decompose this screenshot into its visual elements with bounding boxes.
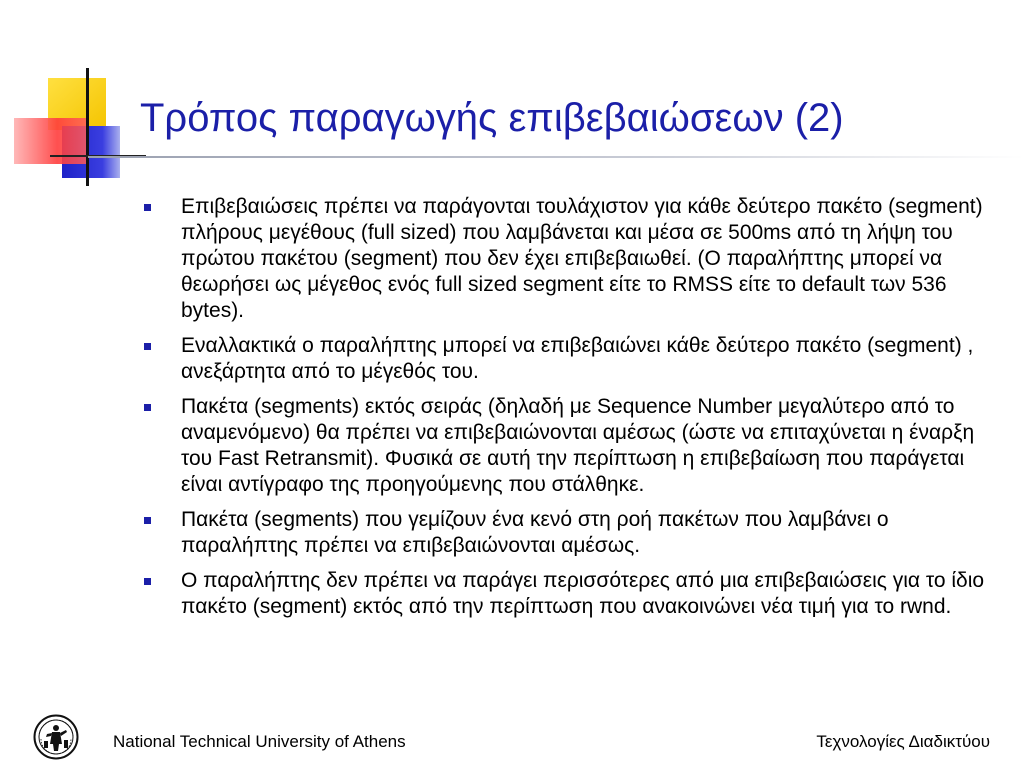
square-bullet-icon [144,404,151,411]
square-bullet-icon [144,517,151,524]
bullet-item [144,333,994,385]
footer-course: Τεχνολογίες Διαδικτύου [816,732,990,751]
bullet-item [144,394,994,498]
bullet-item [144,194,994,324]
bullet-item [144,507,994,559]
square-bullet-icon [144,343,151,350]
bullet-text: Πακέτα (segments) που γεμίζουν ένα κενό στη ροή πακέτων που λαμβάνει ο παραλήπτης πρέπει να επιβεβαιώνονται αμέσως. [181,508,889,557]
bullet-text: Εναλλακτικά ο παραλήπτης μπορεί να επιβεβαιώνει κάθε δεύτερο πακέτο (segment) , ανεξάρτητα από το μέγεθός του. [181,334,974,383]
bullet-text: Επιβεβαιώσεις πρέπει να παράγονται τουλάχιστον για κάθε δεύτερο πακέτο (segment) πλήρους μεγέθους (full sized) που λαμβάνεται και μέσα σε 500ms από τη λήψη του πρώτου πακέτου (segment) που δεν έχει επιβεβαιωθεί. (Ο παραλήπτης μπορεί να θεωρήσει ως μέγεθος ενός full sized segment είτε το RMSS είτε το default των 536 bytes). [181,195,983,322]
square-bullet-icon [144,204,151,211]
deco-vertical-line [86,68,89,186]
bullet-item [144,568,994,620]
footer-institution: National Technical University of Athens [113,732,406,751]
bullet-text: Ο παραλήπτης δεν πρέπει να παράγει περισσότερες από μια επιβεβαιώσεις για το ίδιο πακέτο (segment) εκτός από την περίπτωση που ανακοινώνει νέα τιμή για το rwnd. [181,569,985,618]
bullet-text: Πακέτα (segments) εκτός σειράς (δηλαδή με Sequence Number μεγαλύτερο από το αναμενόμενο) θα πρέπει να επιβεβαιώνονται αμέσως (ώστε να επιταχύνεται η έναρξη του Fast Retransmit). Φυσικά σε αυτή την περίπτωση η επιβεβαίωση που παράγεται είναι αντίγραφο της προηγούμενης που στάλθηκε. [181,395,975,496]
bullet-list [144,194,994,629]
square-bullet-icon [144,578,151,585]
title-underline [88,156,1024,158]
deco-red-square [14,118,86,164]
slide-title: Τρόπος παραγωγής επιβεβαιώσεων (2) [140,96,844,140]
university-seal-icon [33,714,79,760]
